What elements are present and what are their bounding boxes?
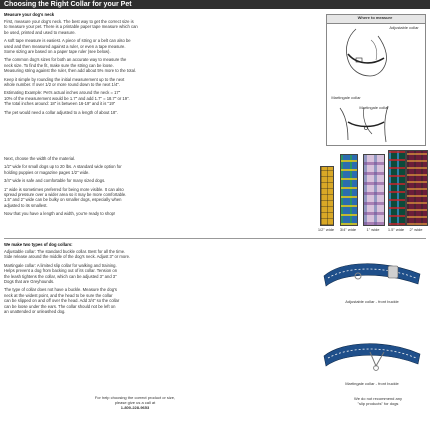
footer-line: please give us a call at — [114, 400, 156, 405]
paragraph-line: Some sizing are based on a paper tape ruler (see below). — [4, 49, 111, 54]
types-heading: We make two types of dog collars: — [4, 242, 73, 247]
swatch-three-quarter-inch — [340, 154, 358, 226]
paragraph-line: to measure your pet. There is a printable paper tape measure which can — [4, 24, 138, 30]
swatch-label: 1/2" wide — [317, 227, 335, 232]
paragraph-line: A soft tape measure is easiest. A piece of string or a belt can also be — [4, 38, 131, 44]
swatch-label: 2" wide — [409, 227, 423, 232]
swatch-two-inch — [406, 150, 428, 226]
paragraph-line: Side release around the middle of the dog's neck. Adjust 3" or more. — [4, 254, 131, 260]
paragraph-line: can be loose under the ears. The collar should not be left on — [4, 303, 116, 309]
paragraph-line: The common dog's sizes for both an accurate way to measure the — [4, 57, 127, 63]
paragraph-line: neck at the widest point, and the head to be sure the collar — [4, 292, 113, 298]
footer-note: We do not recommend any — [354, 396, 402, 401]
paragraph-line: adjusted to its smallest. — [4, 202, 48, 208]
paragraph-line: The type of collar does not have a buckle. Measure the dog's — [4, 287, 117, 293]
paragraph-line: be used, printed and used to measure. — [4, 29, 76, 35]
swatch-one-inch — [363, 154, 385, 226]
page-title: Choosing the Right Collar for your Pet — [0, 0, 430, 9]
paragraph-line: The total inches around: 18" is between 16-19" and it is "19" — [4, 101, 116, 107]
paragraph-line: 1" wide is sometimes preferred for being more visible. It can also — [4, 186, 124, 192]
paragraph-line: 10% of the measurement would be 1.7" and add 1.7" = 18.7" or 19". — [4, 95, 130, 101]
measure-heading: Measure your dog's neck — [4, 12, 55, 17]
paragraph-line: holding puppies or magazine pages 1/2" wide. — [4, 169, 90, 175]
footer-line: For help choosing the correct product or size, — [94, 395, 176, 400]
adjustable-label: Adjustable collar — [389, 25, 419, 30]
martingale-collar-illustration — [318, 332, 426, 378]
dog-neck-illustration — [326, 24, 424, 144]
paragraph-line: spread pressure over a wider area so it may be more comfortable. — [4, 192, 127, 197]
footer-note: "slip products" for dogs — [357, 401, 399, 406]
adjustable-caption: Adjustable collar - front buckle — [345, 299, 399, 304]
swatch-one-and-half-inch — [388, 150, 406, 226]
phone-number: 1-800-228-9653 — [120, 405, 150, 410]
martingale-caption: Martingale collar - front buckle — [345, 381, 399, 386]
swatch-label: 1.5" wide — [387, 227, 405, 232]
paragraph-line: Measuring string against the ruler, then add about 5% more to the total. — [4, 68, 136, 74]
paragraph-line: whole number. If over 1/2 or more round down to the next 1/4". — [4, 82, 121, 87]
paragraph-line: Next, choose the width of the material. — [4, 156, 76, 161]
paragraph-line: Dogs that are Greyhounds. — [4, 279, 55, 284]
adjustable-collar-illustration — [318, 254, 426, 298]
paragraph-line: Martingale collar: A limited slip collar for walking and training. — [4, 262, 117, 268]
paragraph-line: used and then measured against a ruler, or even a tape measure. — [4, 43, 126, 49]
swatch-half-inch — [320, 166, 334, 226]
paragraph-line: Helps prevent a dog from backing out of its collar. Tension on — [4, 268, 118, 274]
paragraph-line: 1/2" wide for small dogs up to 20 lbs. A standard wide option for — [4, 164, 122, 170]
paragraph-line: Adjustable collar: The standard buckle collar. Best for all the time. — [4, 249, 126, 254]
paragraph-line: Estimating Example: Pet's actual inches around the neck = 17" — [4, 90, 121, 96]
paragraph-line: First, measure your dog's neck. The best way to get the correct size is — [4, 19, 134, 24]
paragraph-line: an unattended or unleashed dog. — [4, 309, 66, 314]
swatch-label: 3/4" wide — [339, 227, 357, 232]
paragraph-line: 3/4" wide is safe and comfortable for many sized dogs. — [4, 178, 106, 184]
paragraph-line: Now that you have a length and width, you're ready to shop! — [4, 211, 116, 217]
paragraph-line: can be slipped on and off over the head. Add 3/4" so the collar — [4, 298, 120, 304]
paragraph-line: The pet would need a collar adjusted to a length of about 18". — [4, 109, 118, 115]
panel-title: Where to measure — [357, 14, 393, 20]
paragraph-line: 1.5" and 2" wide can be bulky on smaller dogs, especially when — [4, 197, 122, 203]
paragraph-line: Keep it simple by rounding the initial measurement up to the next — [4, 76, 125, 82]
section-divider — [4, 238, 426, 239]
paragraph-line: the leash tightens the collar, which can be adjusted 3" and 3" — [4, 273, 117, 279]
martingale-label: Martingale collar — [331, 95, 361, 100]
paragraph-line: neck size. To find the fit, make sure the string can be loose. — [4, 62, 114, 68]
martingale-collar-label: Martingale collar — [359, 105, 389, 110]
swatch-label: 1" wide — [366, 227, 380, 232]
